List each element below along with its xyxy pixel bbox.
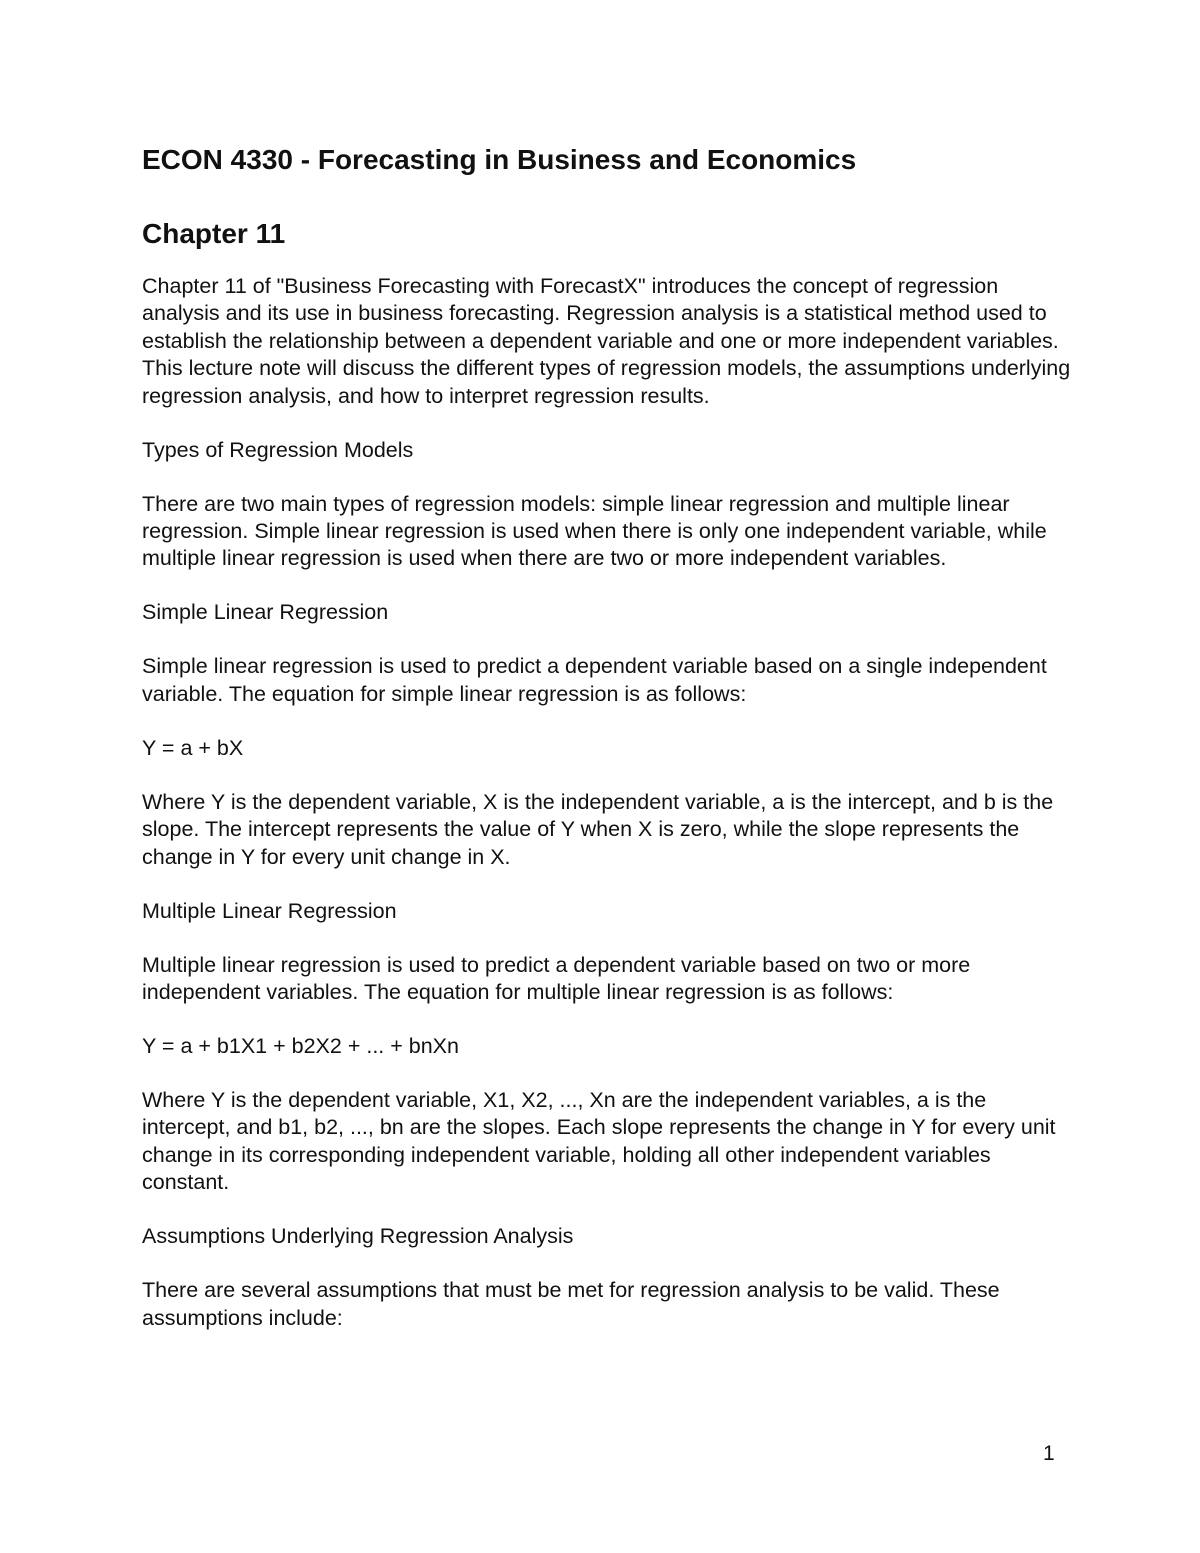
multiple-regression-explanation: Where Y is the dependent variable, X1, X2, ..., Xn are the independent variables, a is the intercept, and b1, b2, ..., bn are the slopes. Each slope represents the change in Y for every unit change in its corresponding independent variable, holding all other independent variables constant. <box>142 1088 1056 1195</box>
simple-regression-paragraph: Simple linear regression is used to predict a dependent variable based on a single independent variable. The equation for simple linear regression is as follows: <box>142 654 1047 706</box>
multiple-regression-paragraph: Multiple linear regression is used to predict a dependent variable based on two or more independent variables. The equation for multiple linear regression is as follows: <box>142 952 971 1005</box>
simple-regression-heading: Simple Linear Regression <box>142 600 389 625</box>
simple-regression-explanation: Where Y is the dependent variable, X is the independent variable, a is the intercept, and b is the slope. The intercept represents the value of Y when X is zero, while the slope represents the change in Y for every unit change in X. <box>142 789 1054 869</box>
assumptions-heading: Assumptions Underlying Regression Analysis <box>142 1224 574 1249</box>
multiple-regression-heading: Multiple Linear Regression <box>142 898 397 923</box>
assumptions-paragraph: There are several assumptions that must be met for regression analysis to be valid. These assumptions include: <box>142 1278 1000 1330</box>
chapter-title: Chapter 11 <box>142 218 286 249</box>
document-title: ECON 4330 - Forecasting in Business and Economics <box>142 144 857 175</box>
multiple-regression-equation: Y = a + b1X1 + b2X2 + ... + bnXn <box>142 1034 459 1059</box>
types-heading: Types of Regression Models <box>142 437 414 462</box>
types-paragraph: There are two main types of regression models: simple linear regression and multiple linear regression. Simple linear regression is used when there is only one independent variable, while multiple linear regression is used when there are two or more independent variables. <box>142 491 1047 571</box>
page-number: 1 <box>1043 1442 1055 1465</box>
intro-paragraph: Chapter 11 of "Business Forecasting with ForecastX" introduces the concept of regression analysis and its use in business forecasting. Regression analysis is a statistical method used to establish the relationship between a dependent variable and one or more independent variables. This lecture note will discuss the different types of regression models, the assumptions underlying regression analysis, and how to interpret regression results. <box>142 274 1071 408</box>
simple-regression-equation: Y = a + bX <box>142 735 244 760</box>
page-content <box>142 140 1072 1359</box>
